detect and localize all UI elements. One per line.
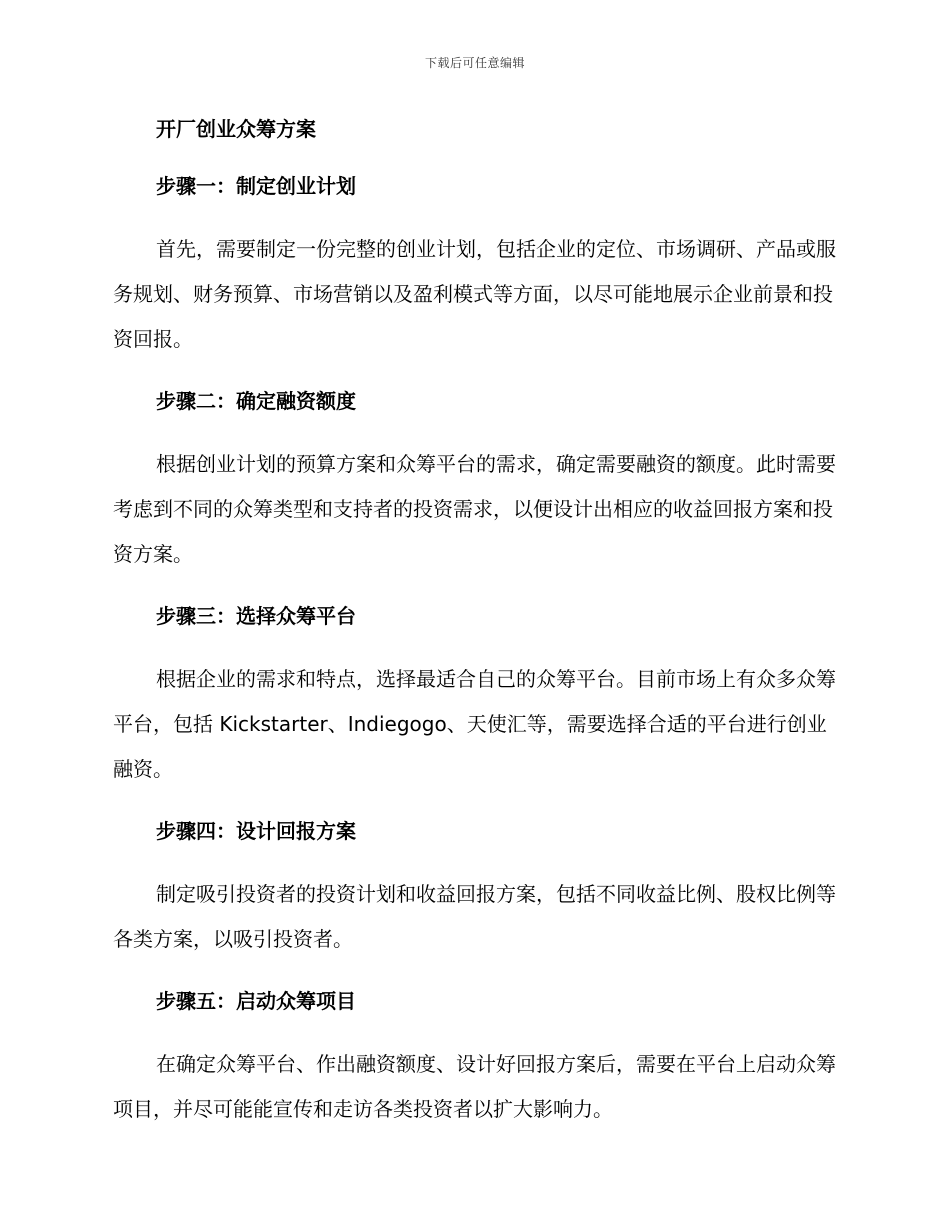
step-4-heading: 步骤四：设计回报方案	[156, 819, 356, 843]
page-header-note: 下载后可任意编辑	[424, 56, 525, 70]
document-body	[113, 114, 837, 1156]
step-2-heading: 步骤二：确定融资额度	[156, 389, 356, 413]
step-5-paragraph: 在确定众筹平台、作出融资额度、设计好回报方案后，需要在平台上启动众筹项目，并尽可能能宣传和走访各类投资者以扩大影响力。	[113, 1052, 836, 1121]
document-title: 开厂创业众筹方案	[156, 117, 316, 141]
step-1-heading: 步骤一：制定创业计划	[156, 174, 356, 198]
step-1-paragraph: 首先，需要制定一份完整的创业计划，包括企业的定位、市场调研、产品或服务规划、财务预算、市场营销以及盈利模式等方面，以尽可能地展示企业前景和投资回报。	[113, 237, 836, 351]
step-5-heading: 步骤五：启动众筹项目	[156, 989, 356, 1013]
step-2-paragraph: 根据创业计划的预算方案和众筹平台的需求，确定需要融资的额度。此时需要考虑到不同的众筹类型和支持者的投资需求，以便设计出相应的收益回报方案和投资方案。	[113, 452, 836, 566]
step-4-paragraph: 制定吸引投资者的投资计划和收益回报方案，包括不同收益比例、股权比例等各类方案，以吸引投资者。	[113, 882, 836, 951]
step-3-heading: 步骤三：选择众筹平台	[156, 604, 356, 628]
step-3-paragraph: 根据企业的需求和特点，选择最适合自己的众筹平台。目前市场上有众多众筹平台，包括 Kickstarter、Indiegogo、天使汇等，需要选择合适的平台进行创业融资。	[113, 667, 836, 781]
